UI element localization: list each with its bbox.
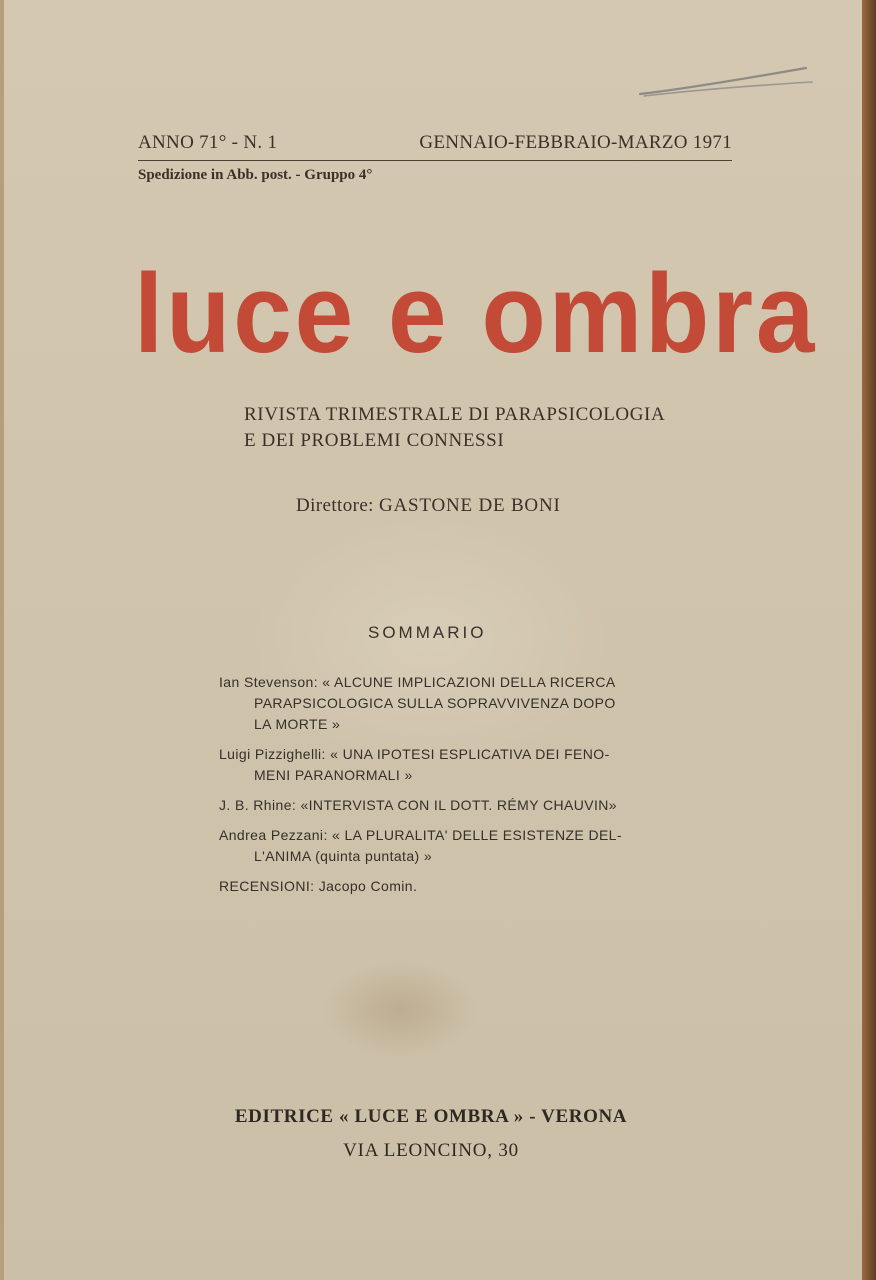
director-label: Direttore:: [296, 495, 374, 516]
toc-line: J. B. Rhine: «INTERVISTA CON IL DOTT. RÉMY CHAUVIN»: [219, 797, 617, 813]
toc-entry-stevenson: [219, 672, 659, 735]
toc-entry-rhine: [219, 795, 659, 816]
subtitle-line-1: RIVISTA TRIMESTRALE DI PARAPSICOLOGIA: [244, 404, 666, 425]
toc-entry-pezzani: [219, 825, 659, 867]
toc-entry-recensioni: [219, 876, 659, 897]
director-name: GASTONE DE BONI: [379, 495, 561, 516]
publisher-address: VIA LEONCINO, 30: [343, 1140, 519, 1161]
toc-entry-pizzighelli: [219, 744, 659, 786]
magazine-title: luce e ombra: [134, 251, 818, 376]
toc-line: Luigi Pizzighelli: « UNA IPOTESI ESPLICATIVA DEI FENO-: [219, 746, 610, 762]
toc-line: MENI PARANORMALI »: [254, 767, 413, 783]
table-of-contents: [219, 672, 659, 906]
issue-period: GENNAIO-FEBBRAIO-MARZO 1971: [419, 132, 732, 153]
toc-line: L'ANIMA (quinta puntata) »: [254, 848, 433, 864]
header-divider: [138, 160, 732, 161]
postal-shipping-note: Spedizione in Abb. post. - Gruppo 4°: [138, 167, 373, 183]
magazine-subtitle: [244, 402, 665, 454]
toc-line: Ian Stevenson: « ALCUNE IMPLICAZIONI DELLA RICERCA: [219, 674, 616, 690]
cover-left-edge: [0, 0, 4, 1280]
contents-heading: SOMMARIO: [368, 623, 487, 642]
director-credit: [296, 495, 561, 517]
issue-header: [138, 132, 732, 154]
toc-line: LA MORTE »: [254, 716, 341, 732]
toc-line: RECENSIONI: Jacopo Comin.: [219, 878, 418, 894]
publisher-name: EDITRICE « LUCE E OMBRA » - VERONA: [234, 1106, 628, 1127]
toc-line: Andrea Pezzani: « LA PLURALITA' DELLE ESISTENZE DEL-: [219, 827, 622, 843]
pencil-mark: [636, 60, 816, 100]
subtitle-line-2: E DEI PROBLEMI CONNESSI: [244, 430, 505, 451]
background-edge: [862, 0, 876, 1280]
issue-number: ANNO 71° - N. 1: [138, 132, 278, 153]
toc-line: PARAPSICOLOGICA SULLA SOPRAVVIVENZA DOPO: [254, 695, 616, 711]
